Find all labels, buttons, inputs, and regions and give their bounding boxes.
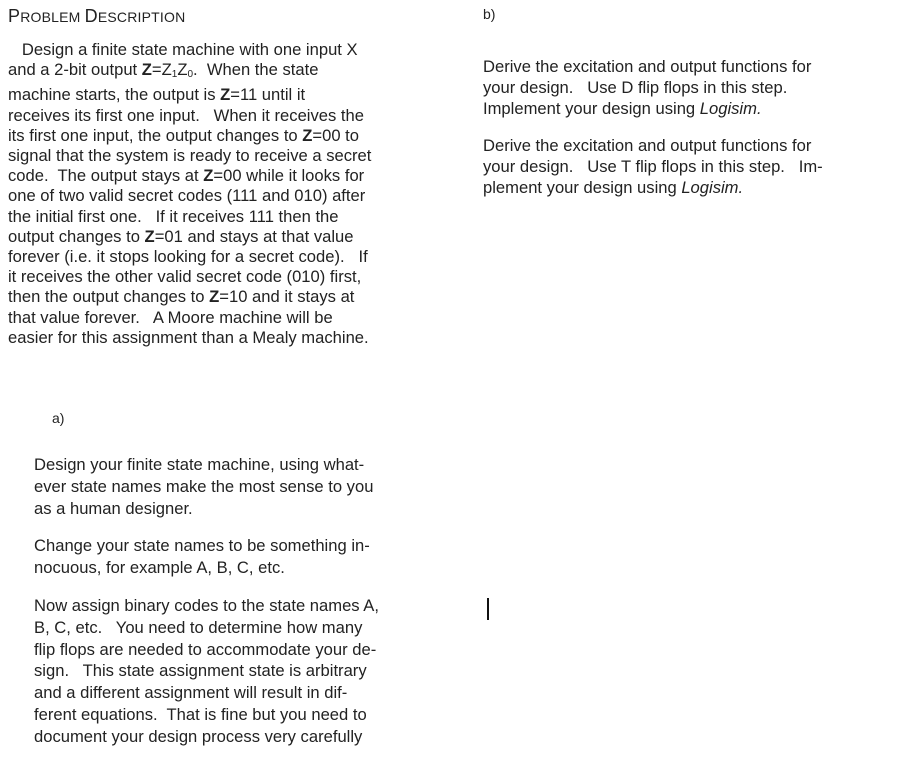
text-segment: easier for this assignment than a Mealy machine. — [8, 327, 369, 347]
heading-part: ROBLEM — [20, 9, 85, 25]
text-segment: =00 to — [312, 125, 360, 145]
section-heading — [8, 6, 185, 27]
text-segment: and a 2-bit output — [8, 60, 142, 80]
text-line — [34, 498, 379, 520]
text-line — [8, 166, 371, 186]
text-segment: Design your finite state machine, using what- — [34, 455, 365, 474]
text-line — [34, 476, 379, 498]
text-segment: Change your state names to be something in- — [34, 536, 370, 556]
text-segment: ever state names make the most sense to you — [34, 476, 374, 496]
text-segment: =Z — [151, 60, 172, 80]
text-segment: Z — [203, 166, 214, 186]
part-a-label: a) — [52, 410, 65, 426]
text-segment: . When the state — [193, 60, 319, 80]
text-segment: Z — [220, 85, 231, 105]
text-line — [8, 60, 371, 85]
text-segment: machine starts, the output is — [8, 85, 221, 105]
text-line — [34, 704, 379, 726]
text-line — [483, 156, 823, 177]
text-line — [34, 519, 379, 535]
text-segment: that value forever. A Moore machine will be — [8, 307, 333, 327]
text-segment: Z — [209, 287, 220, 307]
text-segment: the initial first one. If it receives 111 then the — [8, 206, 339, 226]
text-line — [8, 126, 371, 146]
text-segment: 0 — [187, 69, 194, 81]
text-segment: as a human designer. — [34, 498, 193, 518]
text-segment: its first one input, the output changes to — [8, 125, 303, 145]
problem-description — [8, 40, 371, 348]
text-line — [34, 639, 379, 661]
text-segment: =11 until it — [230, 85, 306, 105]
text-segment: =01 and stays at that value — [154, 226, 354, 246]
text-segment: your design. Use D flip flops in this step. — [483, 78, 788, 97]
text-line — [34, 617, 379, 639]
text-line — [8, 247, 371, 267]
text-segment: Implement your design using — [483, 99, 700, 118]
text-line — [483, 77, 823, 98]
text-line — [8, 106, 371, 126]
text-segment: flip flops are needed to accommodate your de- — [34, 639, 377, 659]
text-line — [34, 535, 379, 557]
heading-part: P — [8, 6, 21, 26]
text-segment: forever (i.e. it stops looking for a secret code). If — [8, 247, 368, 267]
text-segment: Design a finite state machine with one input X — [8, 40, 358, 59]
text-line — [34, 579, 379, 595]
text-segment: =00 while it looks for — [213, 166, 365, 186]
text-segment: Z — [302, 125, 313, 145]
text-segment: Logisim. — [699, 99, 762, 118]
text-line — [8, 227, 371, 247]
heading-part: ESCRIPTION — [97, 9, 186, 25]
text-segment: then the output changes to — [8, 287, 210, 307]
text-line — [8, 146, 371, 166]
text-line — [8, 328, 371, 348]
text-segment: receives its first one input. When it receives the — [8, 105, 364, 125]
text-segment: code. The output stays at — [8, 166, 204, 186]
part-b-label: b) — [483, 6, 496, 22]
text-segment: sign. This state assignment state is arbitrary — [34, 661, 367, 681]
text-cursor-icon — [487, 598, 489, 620]
text-segment: Now assign binary codes to the state names A, — [34, 595, 379, 615]
text-segment: output changes to — [8, 226, 145, 246]
text-line — [34, 557, 379, 579]
text-line — [34, 660, 379, 682]
text-segment: 1 — [171, 69, 178, 81]
text-segment: document your design process very carefully — [34, 726, 363, 746]
text-line — [8, 267, 371, 287]
text-segment: your design. Use T flip flops in this step. Im- — [483, 157, 823, 176]
part-a-text — [34, 454, 379, 748]
text-segment: B, C, etc. You need to determine how many — [34, 617, 363, 637]
part-b-text — [483, 56, 823, 198]
text-segment: one of two valid secret codes (111 and 010) after — [8, 186, 366, 206]
text-line — [34, 726, 379, 748]
text-line — [8, 186, 371, 206]
text-line — [483, 98, 823, 119]
text-line — [483, 135, 823, 156]
text-line — [8, 207, 371, 227]
text-segment: nocuous, for example A, B, C, etc. — [34, 558, 285, 578]
text-segment: Z — [144, 226, 155, 246]
text-segment: it receives the other valid secret code (010) first, — [8, 267, 362, 287]
text-segment: plement your design using — [483, 178, 682, 197]
text-line — [34, 454, 379, 476]
heading-part: D — [84, 6, 98, 26]
text-line — [483, 119, 823, 135]
text-line — [8, 85, 371, 105]
text-line — [483, 56, 823, 77]
text-segment: ferent equations. That is fine but you need to — [34, 704, 367, 724]
text-segment: signal that the system is ready to receive a secret — [8, 146, 372, 166]
text-segment: Z — [177, 60, 188, 80]
text-line — [34, 682, 379, 704]
text-segment: and a different assignment will result in dif- — [34, 683, 348, 703]
text-segment: Logisim. — [681, 178, 744, 197]
text-line — [8, 308, 371, 328]
text-segment: Derive the excitation and output functions for — [483, 136, 812, 155]
text-line — [8, 40, 371, 60]
text-segment: Z — [141, 60, 152, 80]
text-segment: Derive the excitation and output functions for — [483, 57, 812, 76]
text-line — [8, 287, 371, 307]
text-line — [34, 595, 379, 617]
text-line — [483, 177, 823, 198]
text-segment: =10 and it stays at — [219, 287, 355, 307]
